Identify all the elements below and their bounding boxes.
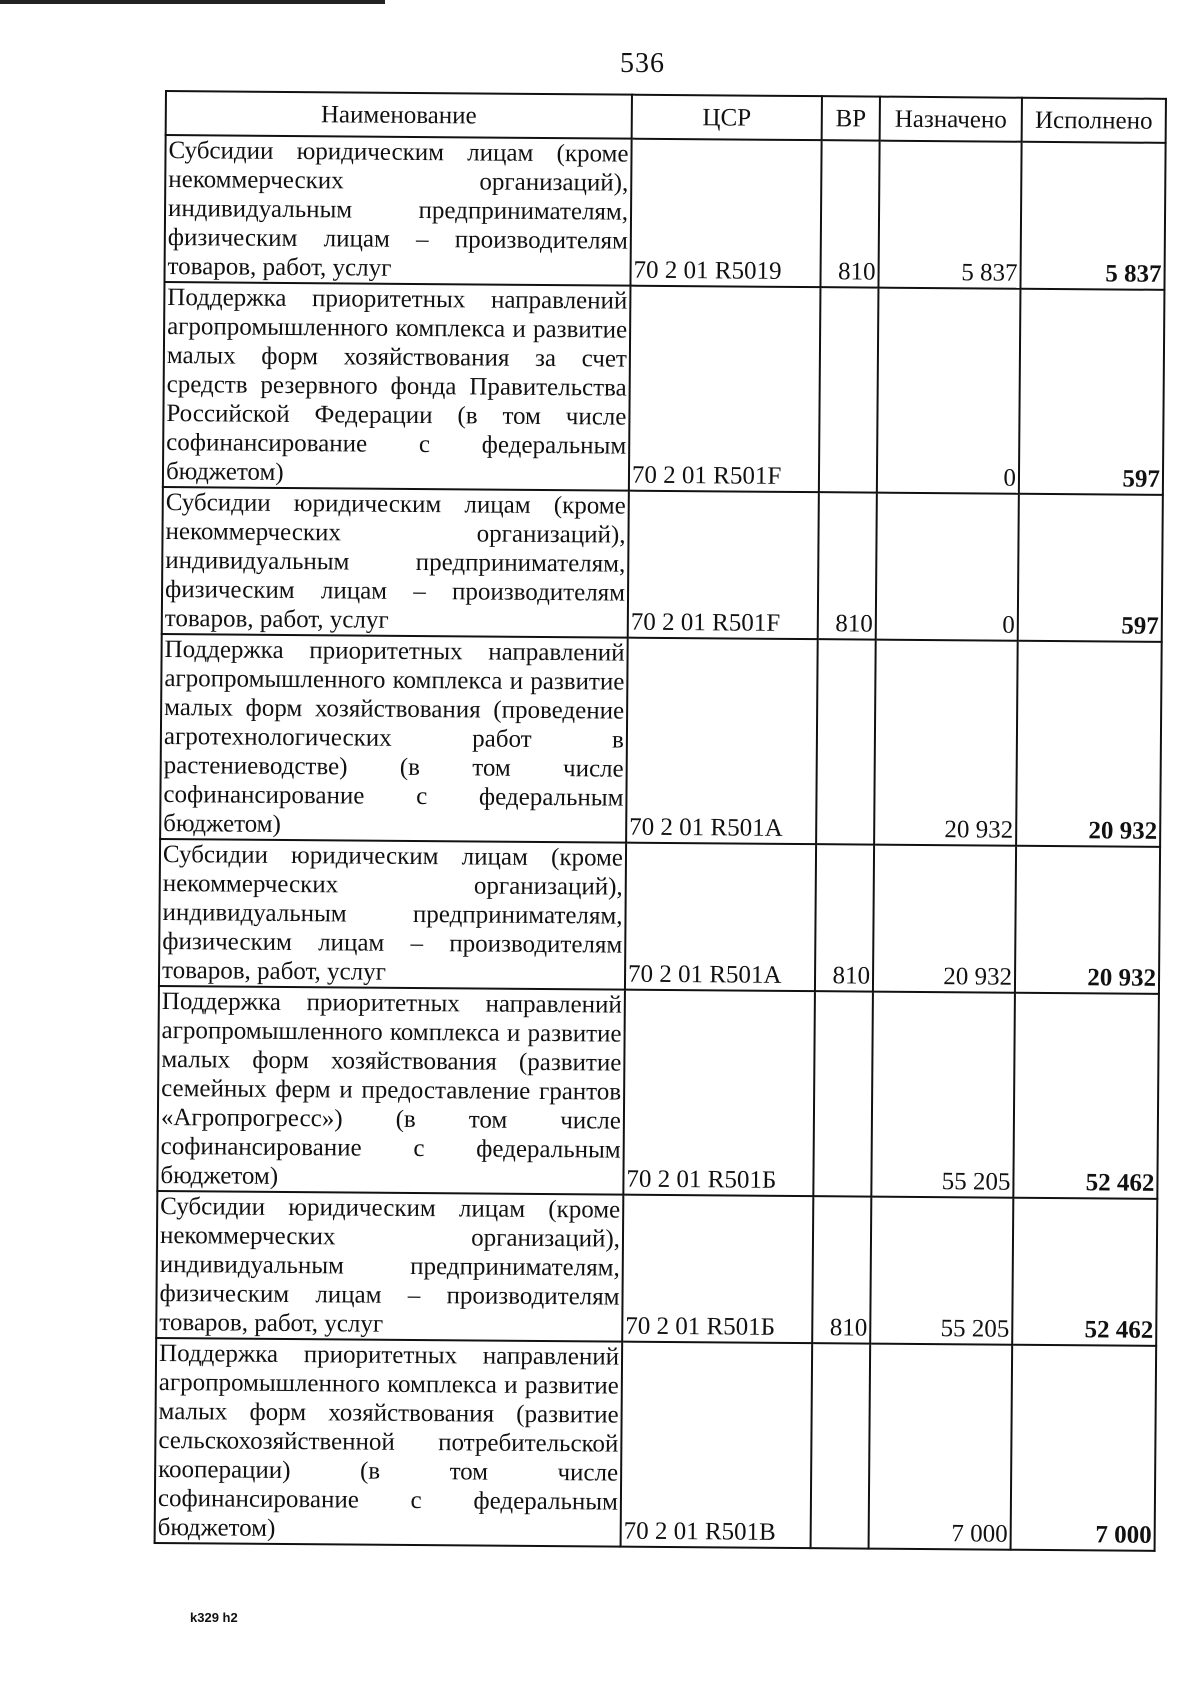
table-row [157, 986, 1159, 1199]
row-csr: 70 2 01 R501Б [622, 1195, 813, 1343]
row-executed: 7 000 [1011, 1345, 1157, 1551]
row-vr: 810 [820, 140, 879, 287]
row-assigned: 20 932 [873, 845, 1016, 993]
row-executed: 5 837 [1020, 142, 1165, 290]
row-name: Поддержка приоритетных направлений агропромышленного комплекса и развитие малых форм хозяйствования (развитие сельскохозяйственной потребительской кооперации) (в том числе софинансирование с федеральным бюджетом) [155, 1338, 623, 1547]
row-executed: 597 [1018, 494, 1163, 642]
row-vr: 810 [812, 1196, 871, 1343]
row-vr [816, 639, 876, 844]
top-rule [0, 0, 385, 4]
row-executed: 597 [1019, 289, 1165, 495]
row-vr: 810 [818, 492, 877, 639]
header-csr: ЦСР [632, 95, 822, 140]
row-name: Субсидии юридическим лицам (кроме некоммерческих организаций), индивидуальным предпринимателям, физическим лицам – производителям товаров, работ, услуг [162, 487, 629, 638]
table-row [159, 839, 1160, 994]
row-csr: 70 2 01 R501F [628, 491, 819, 639]
row-executed: 52 462 [1013, 993, 1159, 1199]
row-executed: 52 462 [1012, 1198, 1157, 1346]
row-assigned: 55 205 [871, 992, 1015, 1198]
row-vr [819, 287, 879, 492]
table-header-row [166, 91, 1166, 143]
page-number: 536 [620, 48, 665, 79]
header-name: Наименование [166, 91, 632, 139]
row-name: Субсидии юридическим лицам (кроме некоммерческих организаций), индивидуальным предпринимателям, физическим лицам – производителям товаров, работ, услуг [164, 135, 631, 286]
row-assigned: 7 000 [869, 1344, 1013, 1550]
row-name: Субсидии юридическим лицам (кроме некоммерческих организаций), индивидуальным предпринимателям, физическим лицам – производителям товаров, работ, услуг [159, 839, 626, 990]
row-csr: 70 2 01 R501Б [623, 990, 815, 1196]
footer-code: k329 h2 [190, 1610, 238, 1625]
row-vr [811, 1343, 871, 1548]
row-vr [813, 991, 873, 1196]
row-executed: 20 932 [1016, 641, 1162, 847]
row-assigned: 5 837 [878, 141, 1021, 289]
table-row [162, 487, 1163, 642]
header-assigned: Назначено [880, 97, 1022, 142]
row-csr: 70 2 01 R501F [629, 286, 821, 492]
budget-table [154, 90, 1167, 1552]
row-csr: 70 2 01 R501A [626, 638, 818, 844]
header-executed: Исполнено [1022, 98, 1166, 143]
table-row [160, 634, 1162, 847]
table-row [164, 135, 1165, 290]
row-name: Поддержка приоритетных направлений агропромышленного комплекса и развитие малых форм хозяйствования (проведение агротехнологических работ в растениеводстве) (в том числе софинансирование с федеральным бюджетом) [160, 634, 628, 843]
row-executed: 20 932 [1015, 846, 1160, 994]
row-assigned: 20 932 [874, 640, 1018, 846]
row-vr: 810 [815, 844, 874, 991]
table-row [155, 1338, 1157, 1551]
row-csr: 70 2 01 R5019 [630, 139, 821, 287]
row-csr: 70 2 01 R501A [625, 843, 816, 991]
table-row [156, 1191, 1157, 1346]
row-assigned: 0 [877, 288, 1021, 494]
row-name: Поддержка приоритетных направлений агропромышленного комплекса и развитие малых форм хозяйствования (развитие семейных ферм и предоставление грантов «Агропрогресс») (в том числе софинансирование с федеральным бюджетом) [157, 986, 625, 1195]
row-assigned: 0 [876, 493, 1019, 641]
row-name: Субсидии юридическим лицам (кроме некоммерческих организаций), индивидуальным предпринимателям, физическим лицам – производителям товаров, работ, услуг [156, 1191, 623, 1342]
row-name: Поддержка приоритетных направлений агропромышленного комплекса и развитие малых форм хозяйствования за счет средств резервного фонда Правительства Российской Федерации (в том числе софинансирование с федеральным бюджетом) [163, 282, 631, 491]
row-assigned: 55 205 [870, 1197, 1013, 1345]
header-vr: ВР [822, 96, 880, 140]
row-csr: 70 2 01 R501В [621, 1342, 813, 1548]
table-row [163, 282, 1165, 495]
